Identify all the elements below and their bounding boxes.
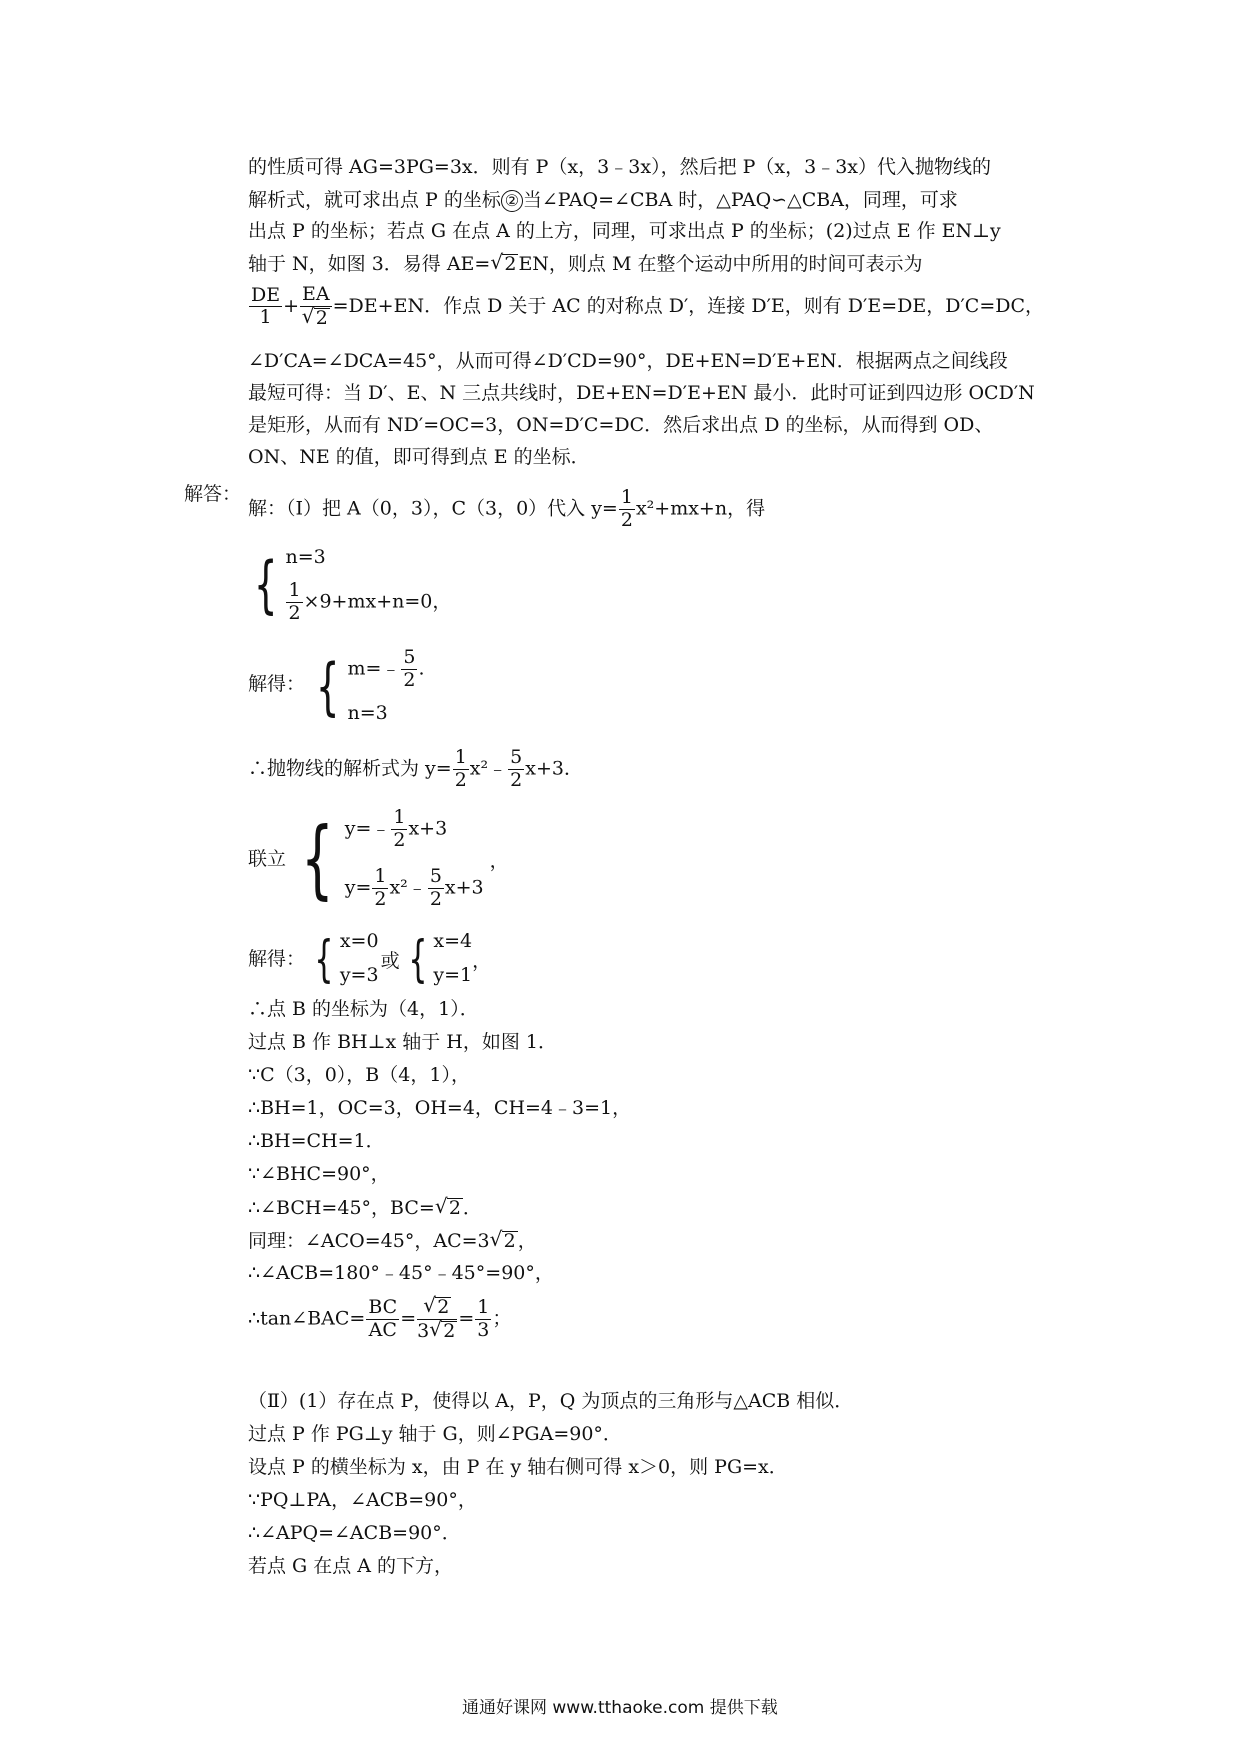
solution-line-b4: ∴BH=1，OC=3，OH=4，CH=4﹣3=1， — [248, 1097, 632, 1119]
equation-system-1 — [246, 540, 451, 630]
left-brace: { — [314, 930, 334, 988]
system-row-2 — [345, 867, 484, 910]
solution-text: ∴∠BCH=45°，BC= — [248, 1197, 435, 1219]
system-text: x+3 — [444, 876, 484, 899]
numerator: 1 — [393, 806, 406, 829]
part2-line-5: ∴∠APQ=∠ACB=90°． — [248, 1522, 461, 1544]
parabola-line — [248, 748, 583, 791]
numerator: 5 — [403, 645, 416, 668]
fraction-bc-over-ac — [366, 1298, 399, 1341]
numerator: 1 — [288, 579, 301, 602]
system-tail: ， — [432, 590, 452, 613]
denominator: 2 — [374, 888, 387, 910]
denominator — [417, 1320, 457, 1342]
analysis-text: 当∠PAQ=∠CBA 时，△PAQ∽△CBA，同理，可求 — [522, 189, 958, 211]
part2-line-1: （Ⅱ）(1）存在点 P，使得以 A，P，Q 为顶点的三角形与△ACB 相似． — [248, 1390, 854, 1412]
system-row-1: x=4 — [433, 930, 473, 953]
sqrt-expression: √ 2 — [502, 1231, 518, 1251]
analysis-text: =DE+EN．作点 D 关于 AC 的对称点 D′，连接 D′E，则有 D′E=DE，D′C=DC， — [332, 294, 1045, 317]
solution-system-2 — [308, 925, 491, 993]
solution-text: ∴抛物线的解析式为 y= — [248, 757, 452, 780]
analysis-line-9: ON、NE 的值，即可得到点 E 的坐标． — [248, 446, 590, 468]
system-text: y=﹣ — [344, 817, 391, 840]
solution-line-1 — [248, 488, 765, 531]
solution-text: x²﹣ — [469, 757, 508, 780]
sqrt-expression: √ 2 — [441, 1321, 457, 1342]
analysis-text: EN，则点 M 在整个运动中所用的时间可表示为 — [518, 253, 923, 275]
analysis-text: 解析式，就可求出点 P 的坐标 — [248, 189, 501, 211]
system-rows — [433, 925, 472, 993]
solution-text: ， — [517, 1230, 537, 1252]
solution-text: 解：（Ⅰ）把 A（0，3），C（3，0）代入 y= — [248, 497, 618, 520]
solved-label-2: 解得： — [248, 948, 306, 970]
system-text: y= — [344, 876, 372, 899]
denominator: 2 — [393, 829, 406, 851]
solved-label-1: 解得： — [248, 673, 306, 695]
analysis-line-4 — [248, 254, 922, 274]
denominator — [300, 307, 332, 329]
solution-line-b3: ∵C（3，0），B（4，1）， — [248, 1064, 470, 1086]
fraction-one-third — [475, 1298, 491, 1341]
tan-line — [248, 1297, 511, 1342]
plus-sign: + — [283, 294, 300, 317]
solution-line-b8 — [248, 1231, 537, 1251]
system-rows — [285, 540, 451, 630]
analysis-line-7: 最短可得：当 D′、E、N 三点共线时，DE+EN=D′E+EN 最小．此时可证到四边形 OCD′N — [248, 382, 1035, 404]
joint-system — [290, 800, 509, 918]
denominator: 2 — [454, 768, 467, 791]
left-brace: { — [407, 930, 428, 988]
solution-line-b7 — [248, 1198, 482, 1218]
sqrt-expression: √ 2 — [314, 308, 330, 329]
solution-text: x+3． — [525, 757, 583, 780]
fraction-five-half — [508, 748, 524, 791]
system-tail: ， — [489, 849, 509, 872]
sqrt-expression: √ 2 — [502, 254, 518, 274]
system-text: x+3 — [408, 817, 448, 840]
solution-text: 同理：∠ACO=45°，AC=3 — [248, 1230, 490, 1252]
numerator: 1 — [454, 746, 467, 768]
part2-line-3: 设点 P 的横坐标为 x，由 P 在 y 轴右侧可得 x＞0，则 PG=x． — [248, 1456, 788, 1478]
solution-system-1 — [308, 642, 425, 732]
denominator: 2 — [510, 768, 523, 791]
numerator: EA — [302, 283, 330, 305]
circled-number: ② — [501, 190, 523, 212]
analysis-line-6: ∠D′CA=∠DCA=45°，从而可得∠D′CD=90°，DE+EN=D′E+EN．根据两点之间线段 — [248, 350, 1008, 372]
part2-line-2: 过点 P 作 PG⊥y 轴于 G，则∠PGA=90°． — [248, 1423, 622, 1445]
fraction-one-half — [453, 748, 469, 791]
coefficient: 3 — [417, 1319, 430, 1342]
sqrt-expression: √ 2 — [435, 1297, 451, 1318]
system-text: x²﹣ — [389, 876, 427, 899]
joint-label: 联立 — [248, 848, 287, 870]
answer-label: 解答： — [184, 483, 242, 505]
fraction-one-half — [372, 867, 388, 910]
sqrt-expression: √ 2 — [447, 1198, 463, 1218]
system-row-2: y=3 — [339, 964, 379, 987]
denominator: 2 — [288, 602, 301, 625]
denominator: 2 — [403, 668, 416, 691]
analysis-line-3: 出点 P 的坐标；若点 G 在点 A 的上方，同理，可求出点 P 的坐标；(2)过点 E 作 EN⊥y — [248, 220, 1001, 242]
numerator: 1 — [620, 486, 633, 508]
numerator: DE — [251, 283, 281, 306]
left-brace: { — [253, 548, 278, 621]
solution-text: ； — [492, 1307, 512, 1330]
analysis-line-5 — [248, 285, 1044, 329]
system-row-1: x=0 — [339, 930, 379, 953]
system-text: . — [418, 657, 425, 680]
numerator: 1 — [374, 865, 387, 888]
or-word: 或 — [380, 949, 400, 972]
left-brace: { — [300, 809, 334, 909]
analysis-line-1: 的性质可得 AG=3PG=3x．则有 P（x，3﹣3x），然后把 P（x，3﹣3x）代入抛物线的 — [248, 156, 991, 178]
page-footer: 通通好课网 www.tthaoke.com 提供下载 — [462, 1698, 778, 1718]
equals-sign: = — [458, 1307, 475, 1330]
denominator: AC — [368, 1318, 397, 1341]
fraction-sqrt2-over-3sqrt2 — [417, 1297, 457, 1342]
solution-line-b2: 过点 B 作 BH⊥x 轴于 H，如图 1． — [248, 1031, 557, 1053]
numerator: 1 — [477, 1296, 490, 1318]
system-row-1 — [345, 808, 484, 851]
denominator: 2 — [620, 508, 633, 531]
part2-line-4: ∵PQ⊥PA，∠ACB=90°， — [248, 1489, 477, 1511]
analysis-text: 轴于 N，如图 3．易得 AE= — [248, 253, 491, 275]
system-text: m=﹣ — [347, 657, 401, 680]
system-rows — [345, 800, 484, 918]
solution-text: ∴tan∠BAC= — [248, 1307, 366, 1330]
solution-text: x²+mx+n，得 — [635, 497, 766, 520]
system-row-2: n=3 — [347, 702, 388, 725]
denominator: 1 — [259, 306, 272, 329]
system-rows — [340, 925, 379, 993]
fraction-one-half — [619, 488, 635, 531]
system-rows — [347, 642, 424, 732]
analysis-line-2 — [248, 190, 958, 212]
system-tail: ， — [472, 949, 492, 972]
denominator: 3 — [477, 1318, 490, 1341]
equals-sign: = — [400, 1307, 417, 1330]
solution-line-b6: ∵∠BHC=90°， — [248, 1163, 390, 1185]
fraction-five-half — [401, 645, 417, 691]
system-text: ×9+mx+n=0 — [303, 590, 433, 613]
denominator: 2 — [429, 888, 442, 910]
fraction-de-over-1 — [249, 283, 282, 329]
solution-text: ． — [462, 1197, 482, 1219]
system-row-1: n=3 — [285, 545, 326, 568]
fraction-one-half — [286, 581, 302, 624]
fraction-ea-over-sqrt2 — [300, 285, 332, 329]
numerator: BC — [368, 1296, 398, 1318]
system-row-2: y=1 — [433, 964, 473, 987]
numerator: 5 — [510, 746, 523, 768]
fraction-five-half — [428, 867, 444, 910]
part2-line-6: 若点 G 在点 A 的下方， — [248, 1555, 454, 1577]
solution-line-b9: ∴∠ACB=180°﹣45°﹣45°=90°， — [248, 1262, 554, 1284]
numerator: 5 — [429, 865, 442, 888]
analysis-line-8: 是矩形，从而有 ND′=OC=3，ON=D′C=DC．然后求出点 D 的坐标，从而得到 OD、 — [248, 414, 994, 436]
system-row-2 — [285, 581, 451, 624]
solution-line-b1: ∴点 B 的坐标为（4，1）． — [248, 998, 479, 1020]
solution-line-b5: ∴BH=CH=1． — [248, 1130, 385, 1152]
left-brace: { — [315, 650, 340, 723]
fraction-one-half — [391, 808, 407, 851]
system-row-1 — [347, 645, 425, 691]
